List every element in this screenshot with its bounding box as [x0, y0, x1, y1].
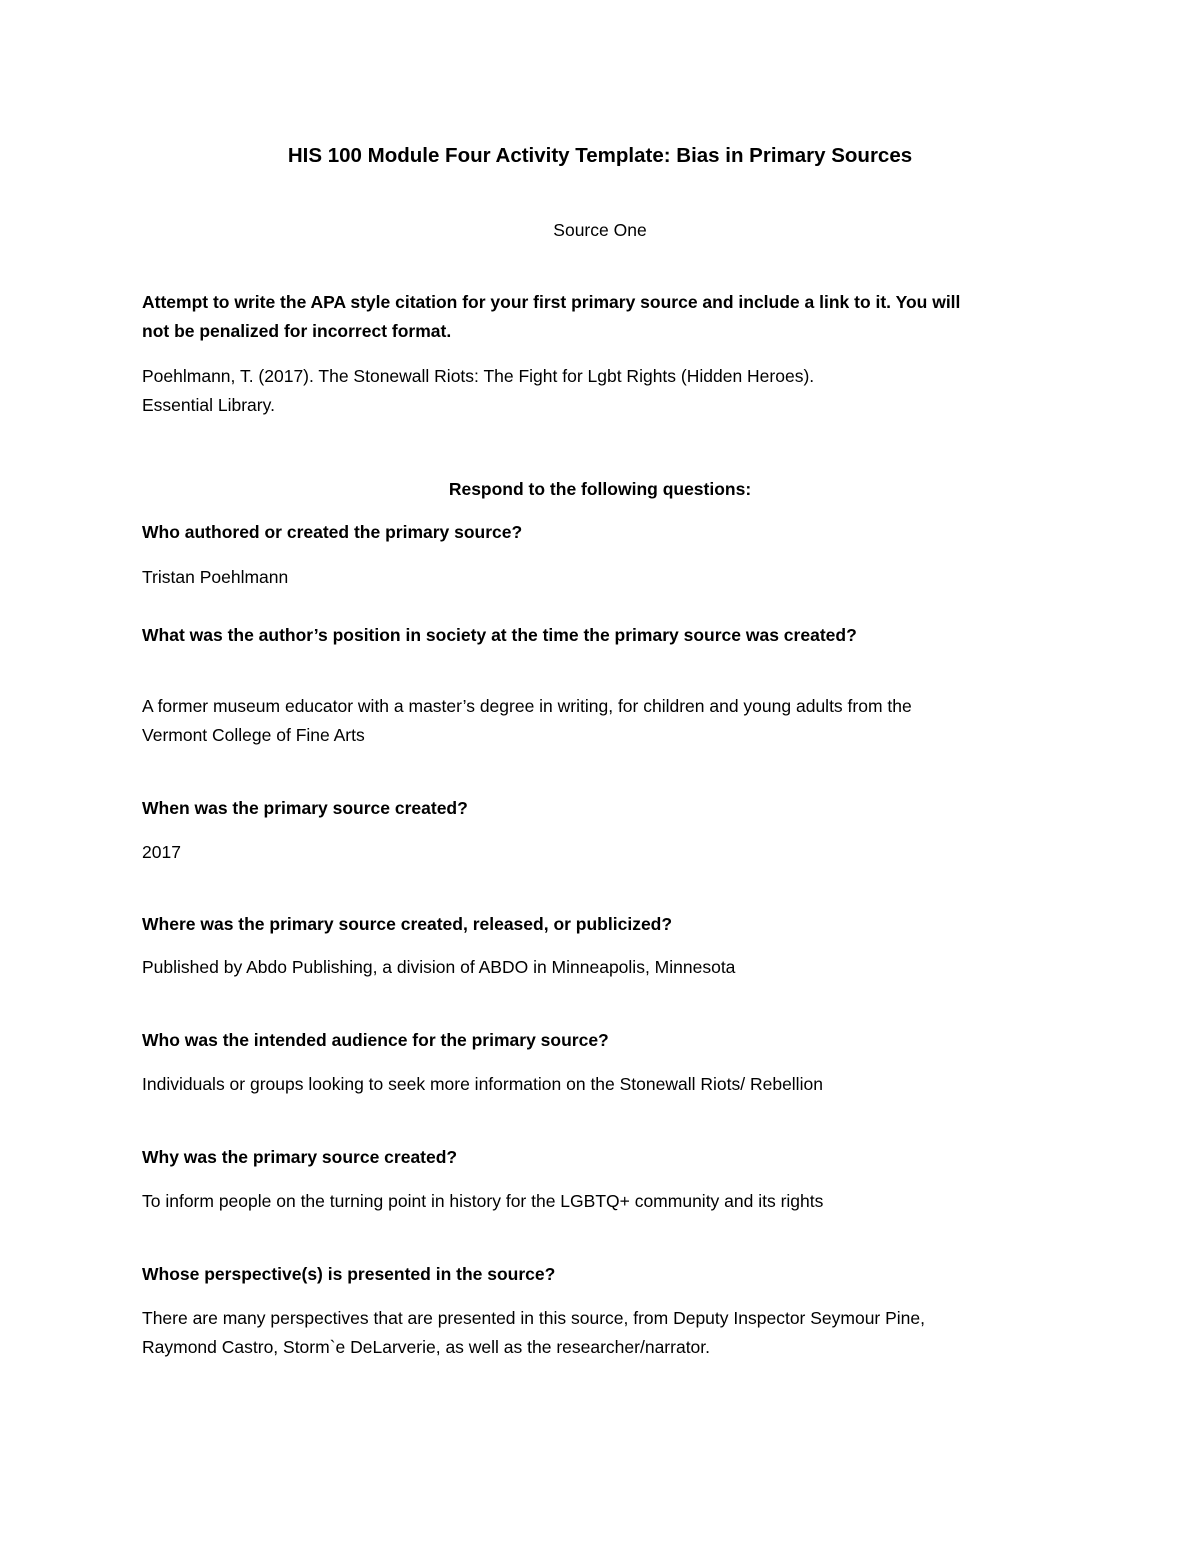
question-3: When was the primary source created?: [142, 798, 468, 818]
questions-heading: Respond to the following questions:: [448, 479, 752, 499]
question-5: Who was the intended audience for the primary source?: [142, 1030, 609, 1050]
answer-6: To inform people on the turning point in history for the LGBTQ+ community and its rights: [142, 1191, 824, 1211]
answer-2-line-2: Vermont College of Fine Arts: [142, 725, 365, 745]
answer-4: Published by Abdo Publishing, a division of ABDO in Minneapolis, Minnesota: [142, 957, 736, 977]
citation-prompt-line-1: Attempt to write the APA style citation for your first primary source and include a link to it. You will: [142, 292, 961, 312]
citation-line-1: Poehlmann, T. (2017). The Stonewall Riots: The Fight for Lgbt Rights (Hidden Heroes).: [142, 366, 815, 386]
answer-5: Individuals or groups looking to seek more information on the Stonewall Riots/ Rebellion: [142, 1074, 823, 1094]
citation-line-2: Essential Library.: [142, 395, 275, 415]
answer-3: 2017: [142, 842, 181, 862]
answer-7-line-2: Raymond Castro, Storm`e DeLarverie, as well as the researcher/narrator.: [142, 1337, 711, 1357]
answer-7-line-1: There are many perspectives that are presented in this source, from Deputy Inspector Seymour Pine,: [142, 1308, 926, 1328]
document-title: HIS 100 Module Four Activity Template: Bias in Primary Sources: [287, 144, 913, 167]
question-6: Why was the primary source created?: [142, 1147, 458, 1167]
answer-1: Tristan Poehlmann: [142, 567, 289, 587]
question-2: What was the author’s position in society at the time the primary source was created?: [142, 625, 857, 645]
answer-2-line-1: A former museum educator with a master’s degree in writing, for children and young adults from the: [142, 696, 912, 716]
question-7: Whose perspective(s) is presented in the source?: [142, 1264, 556, 1284]
question-1: Who authored or created the primary source?: [142, 522, 523, 542]
question-4: Where was the primary source created, released, or publicized?: [142, 914, 673, 934]
section-heading: Source One: [553, 220, 647, 240]
citation-prompt-line-2: not be penalized for incorrect format.: [142, 321, 452, 341]
